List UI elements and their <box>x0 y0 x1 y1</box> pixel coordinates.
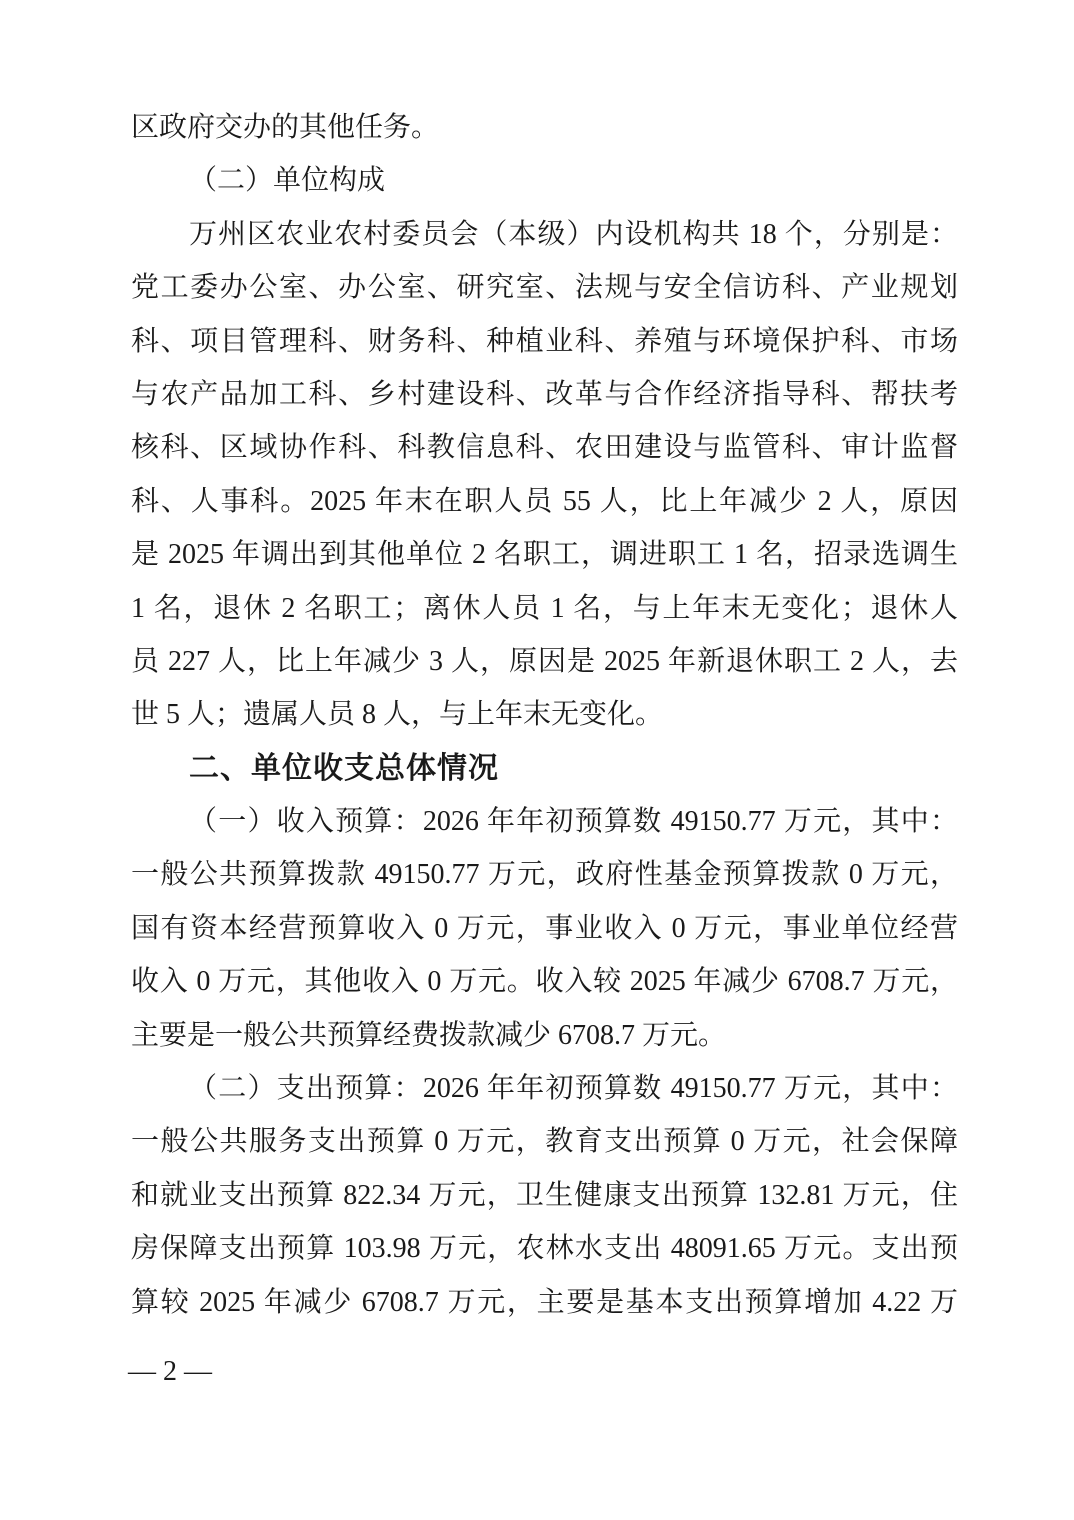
revenue-paragraph-end-line: 主要是一般公共预算经费拨款减少 6708.7 万元。 <box>131 1019 727 1051</box>
revenue-paragraph-line: 国有资本经营预算收入 0 万元，事业收入 0 万元，事业单位经营 <box>131 912 958 944</box>
paragraph-line: 万州区农业农村委员会（本级）内设机构共 18 个，分别是： <box>189 218 958 250</box>
expenditure-paragraph-line: 和就业支出预算 822.34 万元，卫生健康支出预算 132.81 万元，住 <box>131 1179 958 1211</box>
revenue-paragraph-line: （一）收入预算：2026 年年初预算数 49150.77 万元，其中： <box>189 806 958 838</box>
paragraph-line: 党工委办公室、办公室、研究室、法规与安全信访科、产业规划 <box>131 272 958 304</box>
expenditure-paragraph-line: 房保障支出预算 103.98 万元，农林水支出 48091.65 万元。支出预 <box>131 1233 958 1265</box>
revenue-paragraph-line: 一般公共预算拨款 49150.77 万元，政府性基金预算拨款 0 万元， <box>131 859 958 891</box>
paragraph-line: 员 227 人，比上年减少 3 人，原因是 2025 年新退休职工 2 人，去 <box>131 645 958 677</box>
paragraph-line: 科、项目管理科、财务科、种植业科、养殖与环境保护科、市场 <box>131 325 958 357</box>
page-number: — 2 — <box>128 1356 212 1387</box>
expenditure-paragraph-line: 算较 2025 年减少 6708.7 万元，主要是基本支出预算增加 4.22 万 <box>131 1286 958 1318</box>
revenue-paragraph-line: 收入 0 万元，其他收入 0 万元。收入较 2025 年减少 6708.7 万元， <box>131 966 958 998</box>
expenditure-paragraph-line: （二）支出预算：2026 年年初预算数 49150.77 万元，其中： <box>189 1073 958 1105</box>
document-body <box>131 101 958 1329</box>
paragraph-line: 与农产品加工科、乡村建设科、改革与合作经济指导科、帮扶考 <box>131 378 958 410</box>
section-heading-budget-overview: 二、单位收支总体情况 <box>189 751 499 785</box>
paragraph-line: 1 名，退休 2 名职工；离休人员 1 名，与上年末无变化；退休人 <box>131 592 958 624</box>
paragraph-line: 科、人事科。2025 年末在职人员 55 人，比上年减少 2 人，原因 <box>131 485 958 517</box>
paragraph-end-line: 世 5 人；遗属人员 8 人，与上年末无变化。 <box>131 699 664 731</box>
paragraph-line: 是 2025 年调出到其他单位 2 名职工，调进职工 1 名，招录选调生 <box>131 539 958 571</box>
subsection-heading-unit-composition: （二）单位构成 <box>189 165 386 197</box>
paragraph-line: 核科、区域协作科、科教信息科、农田建设与监管科、审计监督 <box>131 432 958 464</box>
expenditure-paragraph-line: 一般公共服务支出预算 0 万元，教育支出预算 0 万元，社会保障 <box>131 1126 958 1158</box>
paragraph-tail-line: 区政府交办的其他任务。 <box>131 112 440 143</box>
